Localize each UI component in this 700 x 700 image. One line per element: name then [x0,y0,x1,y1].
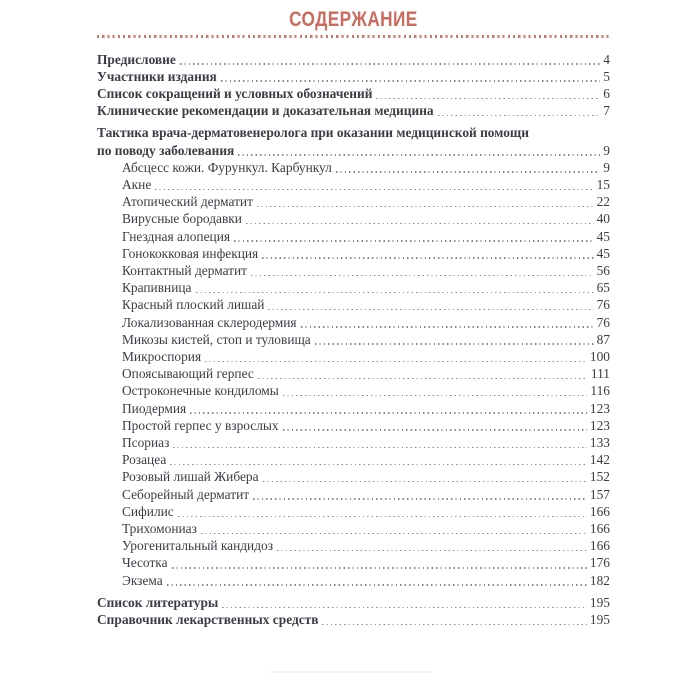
toc-entry [97,554,610,571]
toc-page-number: 182 [589,572,610,588]
toc-rows [97,51,610,629]
toc-entry [97,594,610,611]
toc-row [122,400,610,417]
toc-page-number: 7 [603,103,610,119]
toc-page-number: 166 [589,521,610,537]
toc-entry [97,382,610,399]
toc-entry [97,365,610,382]
dot-leader [151,176,596,193]
toc-entry-label: Остроконечные кондиломы [122,383,279,399]
toc-page-number: 4 [603,51,610,67]
toc-entry-label: Пиодермия [122,400,187,416]
toc-entry [97,262,610,279]
dot-leader [273,537,590,554]
toc-page-number: 195 [589,594,610,610]
toc-entry-label: Псориаз [122,435,170,451]
toc-entry [97,537,610,554]
dot-leader [234,142,603,159]
toc-row [122,159,610,176]
toc-page-number: 152 [589,469,610,485]
toc-entry [97,348,610,365]
dot-leader [254,365,591,382]
toc-page-number: 9 [603,159,610,175]
toc-page-number: 40 [596,211,610,227]
toc-row [97,51,610,68]
toc-entry [97,296,610,313]
dot-leader [218,594,590,611]
toc-row [122,296,610,313]
toc-entry-label: Опоясывающий герпес [122,366,254,382]
toc-entry-label: Участники издания [97,68,217,84]
toc-entry-label: Предисловие [97,51,176,67]
toc-entry [97,193,610,210]
dot-leader [258,245,596,262]
toc-entry [97,400,610,417]
toc-row [97,85,610,102]
toc-page-number: 116 [590,383,610,399]
toc-entry [97,468,610,485]
dot-leader [166,451,590,468]
toc-entry-label: Микроспория [122,349,202,365]
toc-entry-label: Тактика врача-дерматовенеролога при оказании медицинской помощи [97,125,529,141]
toc-row [97,102,610,119]
toc-row [122,228,610,245]
dot-leader [192,279,597,296]
toc-page-number: 65 [596,280,610,296]
toc-page-number: 123 [589,400,610,416]
dot-leader [311,331,597,348]
toc-entry [97,228,610,245]
dot-leader [249,486,590,503]
toc-page-number: 123 [589,417,610,433]
toc-page-number: 195 [589,612,610,628]
dot-leader [253,193,597,210]
dot-leader [176,51,603,68]
toc-row [97,68,610,85]
toc-entry-label: Крапивница [122,280,192,296]
dot-leader [217,68,603,85]
toc-row [97,594,610,611]
toc-row [122,279,610,296]
toc-row [122,417,610,434]
dot-leader [264,296,596,313]
toc-row [122,554,610,571]
toc-page-number: 76 [596,314,610,330]
toc-entry-label: Справочник лекарственных средств [97,612,319,628]
dot-leader [279,417,590,434]
dot-leader [169,434,590,451]
toc-row [122,520,610,537]
dot-leader [168,555,590,572]
toc-entry [97,451,610,468]
toc-entry [97,486,610,503]
toc-page-number: 15 [596,177,610,193]
toc-entry-label: Сифилис [122,503,174,519]
page-title-wrap [97,0,610,31]
toc-row [122,262,610,279]
toc-page-number: 157 [589,486,610,502]
toc-entry-label: Микозы кистей, стоп и туловища [122,331,311,347]
toc-entry-label: Гнездная алопеция [122,228,231,244]
toc-entry-label: Локализованная склеродермия [122,314,297,330]
toc-page-number: 100 [589,349,610,365]
toc-row [122,503,610,520]
toc-page-number: 45 [596,228,610,244]
dotted-separator [97,35,610,38]
toc-row [122,331,610,348]
toc-entry-label: Вирусные бородавки [122,211,242,227]
toc-page-number: 6 [603,86,610,101]
toc-entry [97,572,610,589]
dot-leader [186,400,590,417]
dot-leader [259,468,590,485]
toc-page-number: 166 [589,503,610,519]
toc-entry [97,124,610,158]
toc-row [122,245,610,262]
toc-page-number: 133 [589,435,610,451]
toc-page-number: 87 [596,331,610,347]
toc-row [97,142,610,159]
toc-page-number: 56 [596,263,610,279]
dot-leader [174,503,590,520]
toc-entry [97,85,610,102]
toc-entry-label: Клинические рекомендации и доказательная медицина [97,103,434,119]
dot-leader [279,382,591,399]
toc-entry [97,245,610,262]
toc-page-number: 45 [596,245,610,261]
toc-entry-label: Список литературы [97,594,219,610]
toc-entry [97,210,610,227]
toc-entry-label: Абсцесс кожи. Фурункул. Карбункул [122,159,332,175]
page-bottom-smudge [270,671,430,673]
dot-leader [163,572,590,589]
toc-entry-label: Контактный дерматит [122,263,248,279]
dot-leader [372,85,603,102]
toc-row [122,451,610,468]
toc-row [122,365,610,382]
toc-page-number: 111 [590,366,610,382]
toc-entry [97,314,610,331]
dot-leader [318,611,589,628]
toc-entry-label: Розацеа [122,452,167,468]
toc-entry-label: Красный плоский лишай [122,297,265,313]
toc-page-number: 76 [596,297,610,313]
toc-entry [97,611,610,628]
toc-entry-label: Трихомониаз [122,521,197,537]
toc-entry-label: Чесотка [122,555,168,571]
dot-leader [247,262,597,279]
toc-row [97,611,610,628]
toc-entry [97,417,610,434]
toc-entry [97,176,610,193]
toc-entry-label: Гонококковая инфекция [122,245,259,261]
toc-row [122,348,610,365]
toc-page-number: 176 [589,555,610,571]
toc-page-number: 142 [589,452,610,468]
dot-leader [201,348,590,365]
toc-entry [97,51,610,68]
toc-page-number: 5 [603,68,610,84]
toc-row [122,572,610,589]
toc-entry-label: Себорейный дерматит [122,486,250,502]
dot-leader [197,520,590,537]
dot-leader [332,159,603,176]
toc-entry-label: Простой герпес у взрослых [122,417,279,433]
toc-page-number: 166 [589,538,610,554]
toc-row [122,314,610,331]
toc-row [122,382,610,399]
toc-page-number: 22 [596,194,610,210]
toc-entry-label: Атопический дерматит [122,194,253,210]
toc-entry-label: Экзема [122,572,163,588]
toc-content [97,0,610,628]
toc-entry [97,520,610,537]
toc-row [122,468,610,485]
toc-entry-label: Список сокращений и условных обозначений [97,86,373,101]
toc-entry [97,503,610,520]
toc-entry [97,331,610,348]
toc-entry [97,68,610,85]
toc-entry-label: по поводу заболевания [97,142,235,158]
toc-row [122,434,610,451]
toc-entry [97,279,610,296]
toc-entry [97,102,610,119]
dot-leader [434,102,604,119]
toc-row [122,486,610,503]
toc-row [122,193,610,210]
toc-row [122,210,610,227]
toc-entry-label: Акне [122,177,152,193]
dot-leader [230,228,597,245]
page-title: СОДЕРЖАНИЕ [289,8,418,31]
toc-entry-label: Розовый лишай Жибера [122,469,259,485]
toc-row [122,537,610,554]
toc-page-number: 9 [603,142,610,158]
dot-leader [297,314,597,331]
toc-entry-label: Урогенитальный кандидоз [122,538,274,554]
toc-entry [97,434,610,451]
toc-row [122,176,610,193]
dot-leader [242,210,597,227]
toc-entry [97,159,610,176]
